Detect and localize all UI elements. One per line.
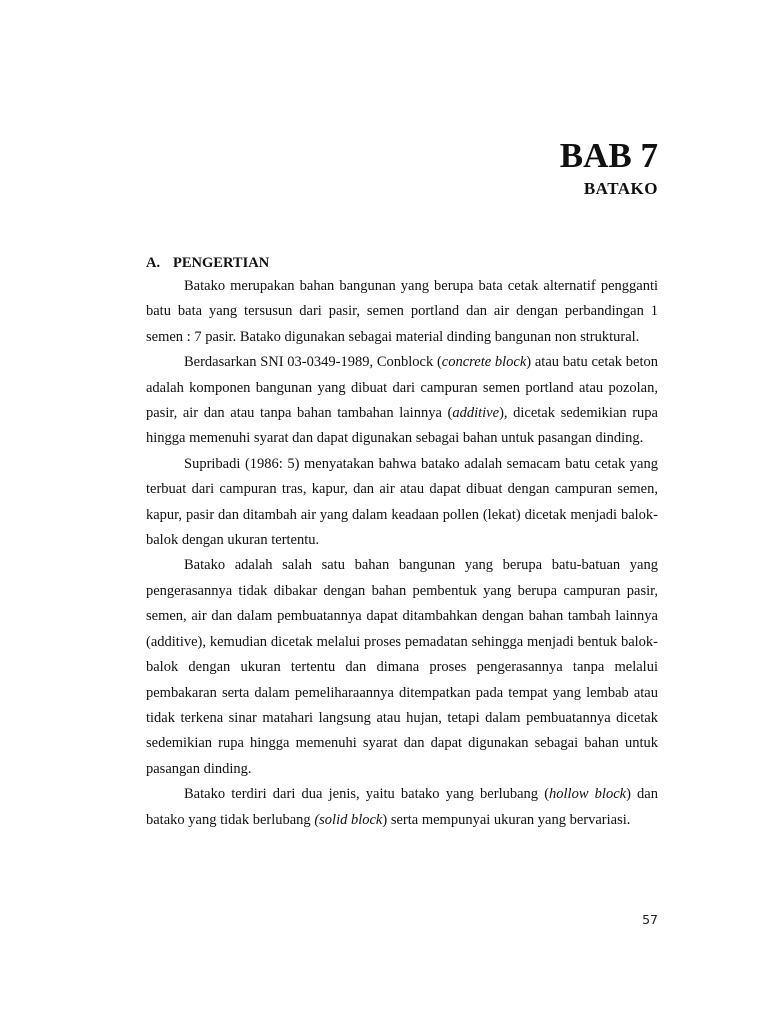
italic-text: hollow block [549,786,627,803]
paragraph [146,452,658,554]
paragraph [146,782,658,833]
chapter-title: BATAKO [583,179,658,198]
paragraph [146,274,658,350]
page-number: 57 [642,912,658,927]
italic-text: additive [452,405,500,422]
italic-text: (solid block [314,811,383,828]
italic-text: concrete block [441,354,527,371]
paragraph-text: ) serta mempunyai ukuran yang bervariasi. [382,811,631,828]
page-content [146,252,658,833]
section-title: PENGERTIAN [173,255,270,271]
chapter-header [560,136,658,200]
section-heading [146,252,658,274]
paragraph-text: Batako merupakan bahan bangunan yang berupa bata cetak alternatif pengganti batu bata yang tersusun dari pasir, semen portland dan air dengan perbandingan 1 semen : 7 pasir. Batako digunakan sebagai material dinding bangunan non struktural. [146,278,658,345]
paragraph-text: Batako adalah salah satu bahan bangunan yang berupa batu-batuan yang pengerasannya tidak dibakar dengan bahan pembentuk yang berupa campuran pasir, semen, air dan dalam pembuatannya dapat ditambahkan dengan bahan tambah lainnya (additive), kemudian dicetak melalui proses pemadatan sehingga menjadi bentuk balok-balok dengan ukuran tertentu dan dimana proses pengerasannya tanpa melalui pembakaran serta dalam pemeliharaannya ditempatkan pada tempat yang lembab atau tidak terkena sinar matahari langsung atau hujan, tetapi dalam pembuatannya dicetak sedemikian rupa hingga memenuhi syarat dan dapat digunakan sebagai bahan untuk pasangan dinding. [146,557,658,777]
paragraphs [146,274,658,833]
paragraph [146,350,658,452]
paragraph [146,553,658,782]
section-marker: A. [146,255,161,271]
paragraph-text: ) dan batako yang tidak berlubang [146,786,658,828]
paragraph-text: Batako terdiri dari dua jenis, yaitu batako yang berlubang ( [184,786,550,803]
paragraph-text: ), dicetak sedemikian rupa hingga memenuhi syarat dan dapat digunakan sebagai bahan untuk pasangan dinding. [146,405,658,447]
paragraph-text: Berdasarkan SNI 03-0349-1989, Conblock ( [184,354,442,371]
paragraph-text: ) atau batu cetak beton adalah komponen bangunan yang dibuat dari campuran semen portland atau pozolan, pasir, air dan atau tanpa bahan tambahan lainnya ( [146,354,658,422]
chapter-number: BAB 7 [559,136,658,175]
paragraph-text: Supribadi (1986: 5) menyatakan bahwa batako adalah semacam batu cetak yang terbuat dari campuran tras, kapur, dan air atau dapat dibuat dengan campuran semen, kapur, pasir dan ditambah air yang dalam keadaan pollen (lekat) dicetak menjadi balok-balok dengan ukuran tertentu. [146,455,658,549]
